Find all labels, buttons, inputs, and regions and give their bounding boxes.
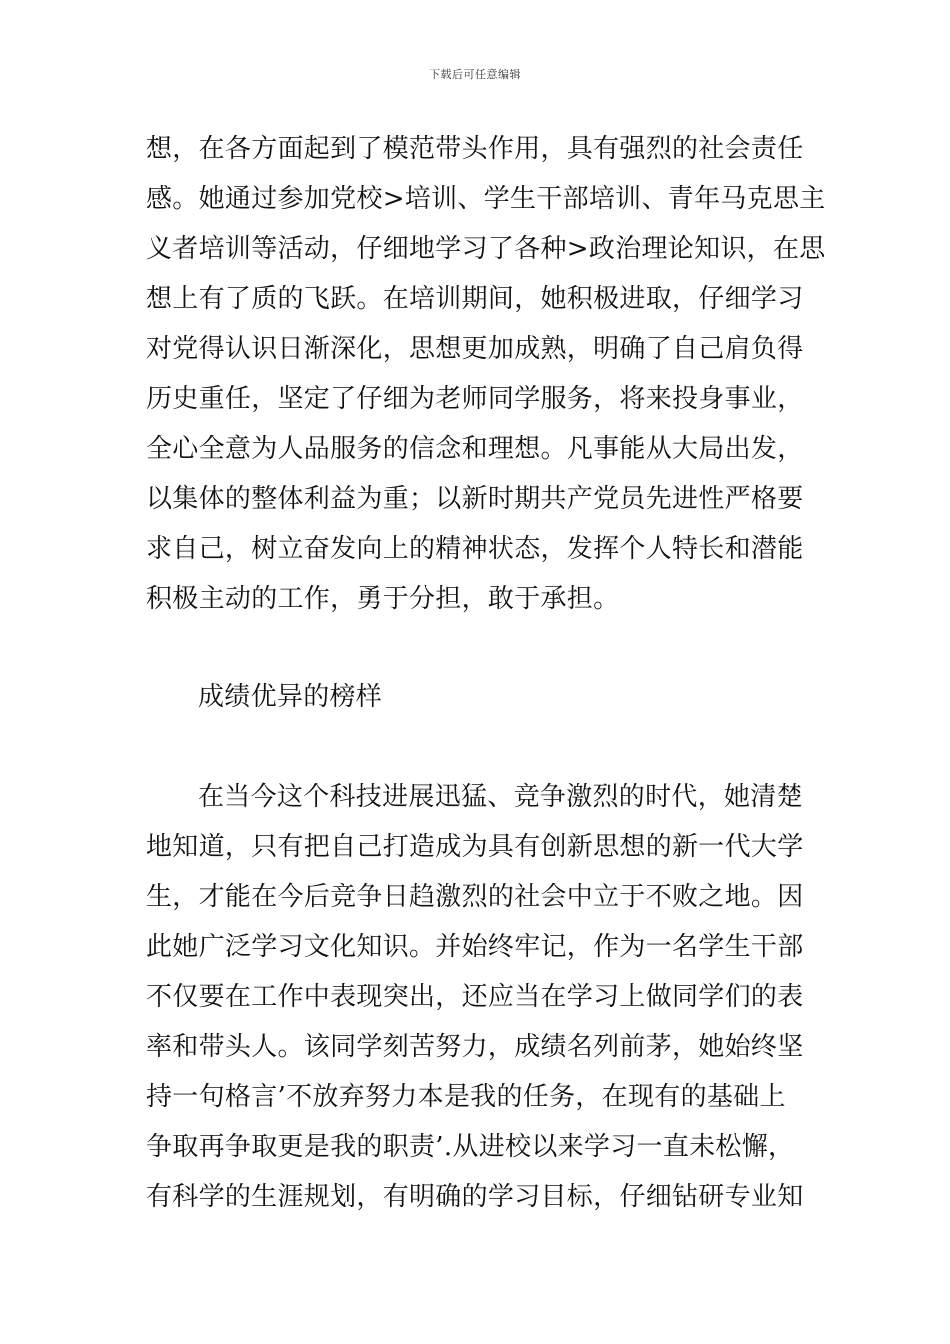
paragraph-line: 争取再争取更是我的职责’.从进校以来学习一直未松懈， xyxy=(146,1132,795,1162)
paragraph-line: 此她广泛学习文化知识。并始终牢记，作为一名学生干部 xyxy=(146,932,804,962)
paragraph-line: 不仅要在工作中表现突出，还应当在学习上做同学们的表 xyxy=(146,982,804,1012)
paragraph-line: 以集体的整体利益为重；以新时期共产党员先进性严格要 xyxy=(146,484,804,514)
paragraph-line: 想上有了质的飞跃。在培训期间，她积极进取，仔细学习 xyxy=(146,284,804,314)
paragraph-line: 在当今这个科技进展迅猛、竞争激烈的时代，她清楚 xyxy=(198,782,803,812)
paragraph-line: 感。她通过参加党校>培训、学生干部培训、青年马克思主 xyxy=(146,184,826,214)
paragraph-line: 持一句格言’不放弃努力本是我的任务，在现有的基础上 xyxy=(146,1082,786,1112)
paragraph-line: 地知道，只有把自己打造成为具有创新思想的新一代大学 xyxy=(146,832,804,862)
paragraph-line: 义者培训等活动，仔细地学习了各种>政治理论知识，在思 xyxy=(146,234,826,264)
paragraph-line: 想，在各方面起到了模范带头作用，具有强烈的社会责任 xyxy=(146,134,804,164)
paragraph-line: 率和带头人。该同学刻苦努力，成绩名列前茅，她始终坚 xyxy=(146,1032,804,1062)
paragraph-line: 有科学的生涯规划，有明确的学习目标，仔细钻研专业知 xyxy=(146,1182,804,1212)
paragraph-line: 求自己，树立奋发向上的精神状态，发挥个人特长和潜能 xyxy=(146,534,804,564)
paragraph-line: 生，才能在今后竞争日趋激烈的社会中立于不败之地。因 xyxy=(146,882,804,912)
paragraph-line: 全心全意为人品服务的信念和理想。凡事能从大局出发， xyxy=(146,434,804,464)
section-heading: 成绩优异的榜样 xyxy=(198,682,383,712)
paragraph-line: 对党得认识日渐深化，思想更加成熟，明确了自己肩负得 xyxy=(146,334,804,364)
page-header: 下载后可任意编辑 xyxy=(429,68,521,81)
paragraph-line: 历史重任，坚定了仔细为老师同学服务，将来投身事业， xyxy=(146,384,804,414)
paragraph-line: 积极主动的工作，勇于分担，敢于承担。 xyxy=(146,584,620,614)
